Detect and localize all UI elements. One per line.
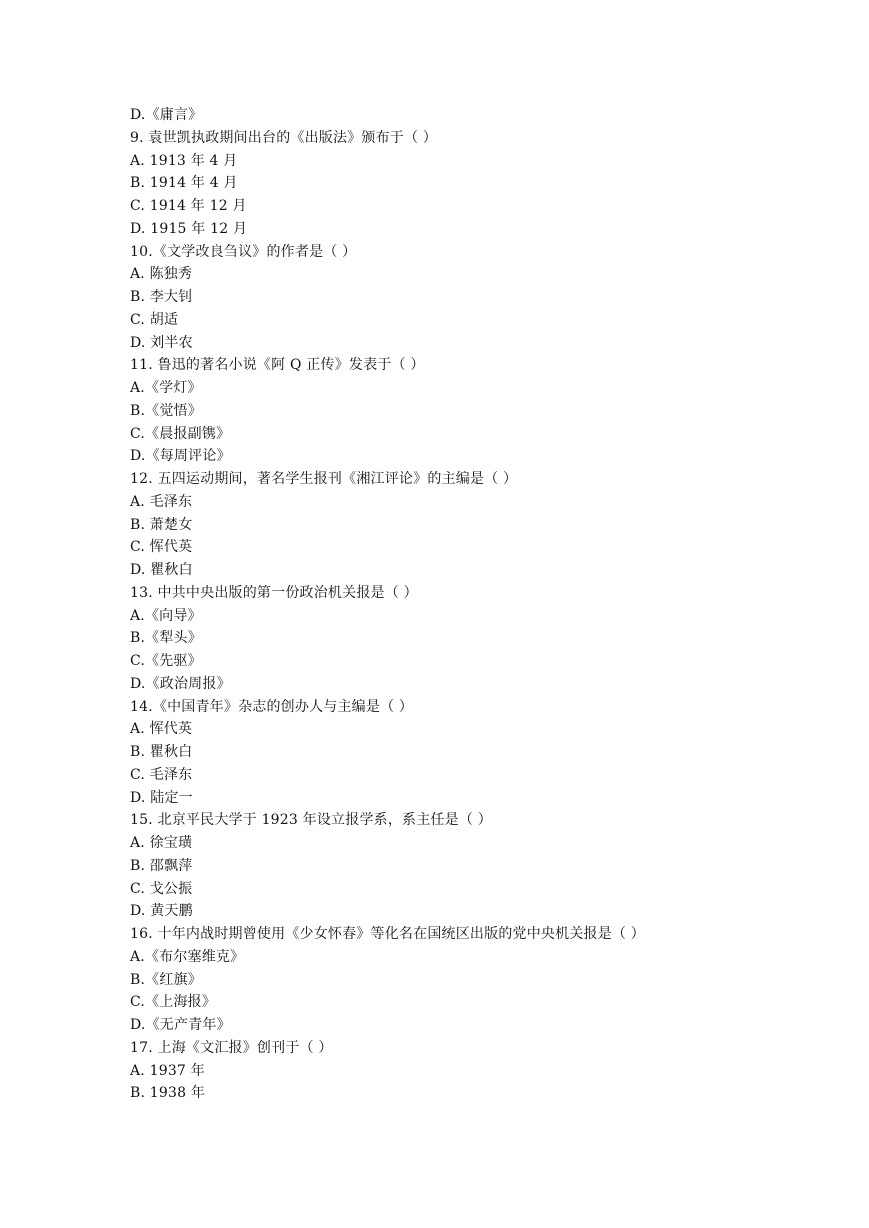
option-line: A.《向导》 bbox=[130, 607, 202, 624]
option-line: D. 黄天鹏 bbox=[130, 903, 193, 920]
question-list bbox=[130, 104, 770, 1105]
option-line: C. 毛泽东 bbox=[130, 766, 193, 783]
option-line: C.《晨报副镌》 bbox=[130, 425, 231, 442]
option-line: B.《犁头》 bbox=[130, 630, 202, 647]
option-line: D. 陆定一 bbox=[130, 789, 193, 806]
option-line: B. 瞿秋白 bbox=[130, 744, 193, 760]
option-line: C. 胡适 bbox=[130, 311, 179, 328]
option-line: A. 毛泽东 bbox=[130, 493, 193, 510]
option-line: B.《觉悟》 bbox=[130, 402, 202, 419]
option-line: A.《布尔塞维克》 bbox=[130, 948, 245, 965]
question-line: 17. 上海《文汇报》创刊于（ ） bbox=[130, 1039, 333, 1056]
option-line: D.《每周评论》 bbox=[130, 448, 231, 465]
option-line: D.《无产青年》 bbox=[130, 1017, 231, 1033]
option-line: B. 李大钊 bbox=[130, 289, 193, 305]
question-line: 9. 袁世凯执政期间出台的《出版法》颁布于（ ） bbox=[130, 129, 438, 146]
option-line: B. 邵飘萍 bbox=[130, 857, 193, 874]
option-line: C. 恽代英 bbox=[130, 539, 193, 556]
option-line: A. 陈独秀 bbox=[130, 266, 193, 283]
question-line: 13. 中共中央出版的第一份政治机关报是（ ） bbox=[130, 584, 418, 601]
question-line: 16. 十年内战时期曾使用《少女怀春》等化名在国统区出版的党中央机关报是（ ） bbox=[130, 926, 645, 942]
option-line: C.《上海报》 bbox=[130, 994, 217, 1011]
option-line: A.《学灯》 bbox=[130, 380, 202, 396]
option-line: A. 1937 年 bbox=[130, 1062, 205, 1079]
option-line: C. 戈公振 bbox=[130, 880, 193, 897]
option-line: D. 1915 年 12 月 bbox=[130, 220, 248, 237]
option-line: D. 瞿秋白 bbox=[130, 562, 193, 578]
question-line: 10.《文学改良刍议》的作者是（ ） bbox=[130, 243, 357, 260]
question-line: 12. 五四运动期间，著名学生报刊《湘江评论》的主编是（ ） bbox=[130, 471, 518, 487]
question-line: 15. 北京平民大学于 1923 年设立报学系，系主任是（ ） bbox=[130, 812, 492, 829]
option-line: D.《庸言》 bbox=[130, 107, 203, 123]
option-line: A. 徐宝璜 bbox=[130, 835, 193, 851]
option-line: B. 1914 年 4 月 bbox=[130, 175, 238, 192]
option-line: C.《先驱》 bbox=[130, 653, 202, 669]
question-line: 14.《中国青年》杂志的创办人与主编是（ ） bbox=[130, 698, 414, 715]
question-line: 11. 鲁迅的著名小说《阿 Q 正传》发表于（ ） bbox=[130, 357, 425, 374]
option-line: D. 刘半农 bbox=[130, 334, 193, 351]
option-line: D.《政治周报》 bbox=[130, 675, 231, 692]
option-line: B.《红旗》 bbox=[130, 971, 202, 988]
option-line: A. 1913 年 4 月 bbox=[130, 152, 238, 169]
option-line: B. 萧楚女 bbox=[130, 516, 193, 533]
option-line: B. 1938 年 bbox=[130, 1085, 206, 1102]
option-line: A. 恽代英 bbox=[130, 721, 193, 738]
option-line: C. 1914 年 12 月 bbox=[130, 198, 247, 214]
